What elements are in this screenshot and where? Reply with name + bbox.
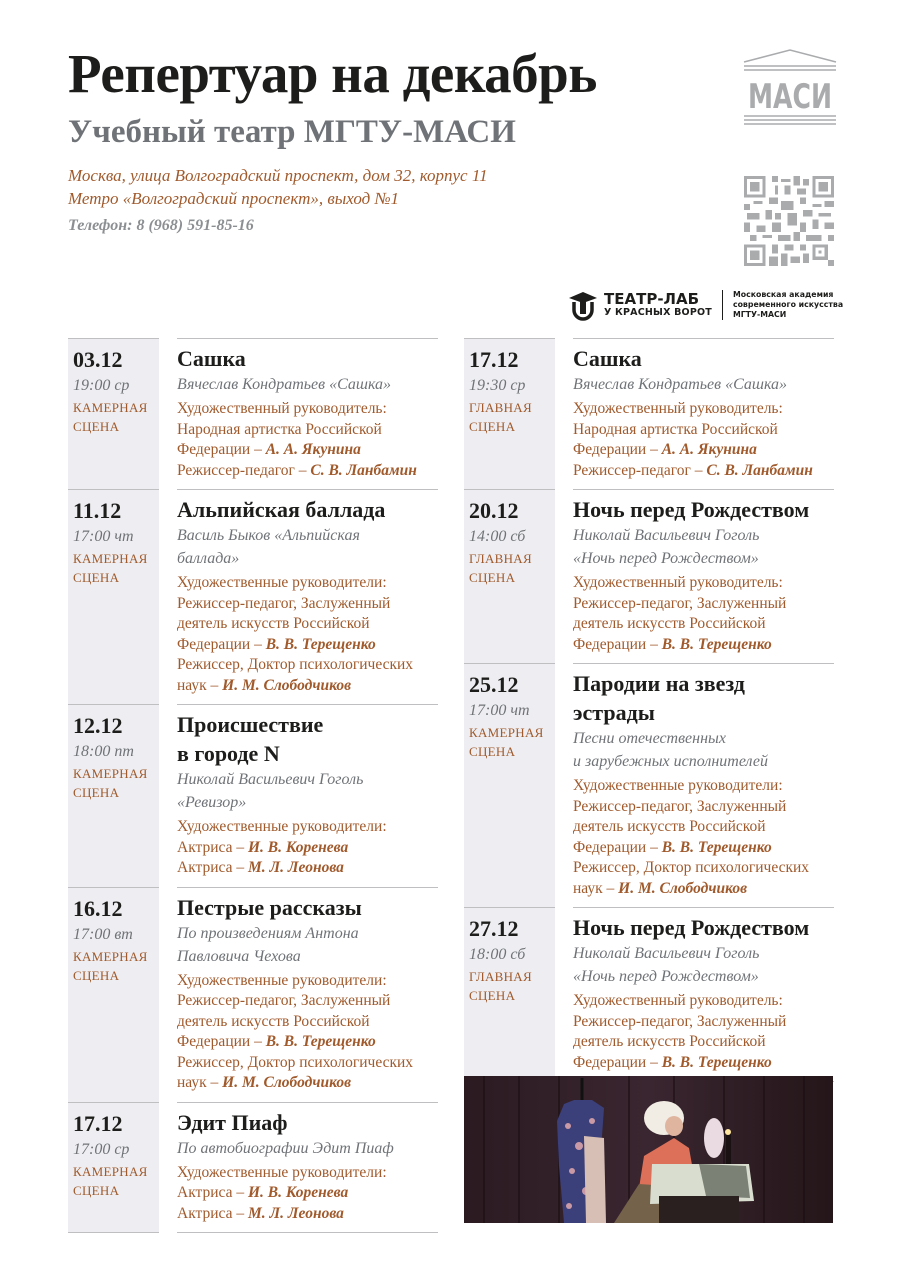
masi-logo-text: МАСИ — [748, 77, 832, 117]
credit-person: М. Л. Леонова — [247, 1204, 344, 1222]
event-item — [464, 489, 834, 663]
event-source: По произведениям Антона — [177, 924, 359, 942]
credit-line — [177, 440, 438, 461]
credit-role: Режиссер-педагог, Заслуженный — [177, 992, 391, 1009]
credit-role: Режиссер-педагог, Заслуженный — [573, 1012, 787, 1030]
credit-role: Художественные руководители: — [573, 777, 783, 794]
credit-line — [573, 838, 834, 859]
credit-line — [177, 971, 438, 992]
credit-role: Режиссер-педагог – — [573, 461, 707, 479]
credit-line — [573, 797, 834, 818]
credit-role: Художественные руководители: — [177, 1163, 387, 1181]
credit-role: Режиссер, Доктор психологических — [573, 859, 810, 876]
event-credits — [573, 573, 834, 655]
credit-role: Режиссер-педагог – — [177, 461, 311, 479]
event-date-panel — [464, 489, 555, 663]
partner-divider — [722, 290, 723, 320]
partner-logo — [568, 287, 843, 323]
event-source: Николай Васильевич Гоголь — [573, 945, 760, 962]
credit-line — [573, 399, 834, 420]
event-credits — [573, 399, 834, 481]
event-title: в городе N — [177, 741, 280, 766]
event-date-panel — [68, 887, 159, 1102]
event-date: 12.12 — [73, 713, 123, 738]
credit-line — [177, 676, 438, 697]
credit-line — [177, 1012, 438, 1033]
credit-role: Народная артистка Российской — [573, 420, 778, 438]
credit-line — [177, 1163, 438, 1184]
credit-line — [177, 573, 438, 594]
credit-role: Федерации – — [177, 1033, 266, 1050]
event-date: 11.12 — [73, 498, 122, 523]
address-line: Москва, улица Волгоградский проспект, дом 32, корпус 11 — [68, 166, 488, 185]
event-source: Песни отечественных — [573, 730, 726, 747]
graduation-cap-icon — [568, 290, 598, 320]
event-source: «Ночь перед Рождеством» — [573, 550, 759, 567]
event-source: «Ночь перед Рождеством» — [573, 968, 759, 985]
event-info — [177, 704, 438, 887]
event-stage: КАМЕРНАЯ — [469, 725, 544, 740]
event-source: Василь Быков «Альпийская — [177, 527, 360, 544]
event-stage: СЦЕНА — [73, 570, 120, 585]
event-time: 17:00 вт — [73, 925, 133, 943]
event-date-panel — [68, 704, 159, 887]
event-date-panel — [464, 338, 555, 489]
credit-person: В. В. Терещенко — [661, 1053, 772, 1071]
event-title: Сашка — [573, 346, 642, 371]
event-title: Ночь перед Рождеством — [573, 915, 810, 940]
credit-role: деятель искусств Российской — [573, 1033, 766, 1050]
credit-line — [573, 879, 834, 900]
credit-line — [573, 817, 834, 838]
credit-line — [573, 776, 834, 797]
event-item — [68, 704, 438, 887]
partner-org-line: МГТУ-МАСИ — [732, 310, 787, 319]
stage-photo — [464, 1076, 833, 1223]
credit-role: Федерации – — [177, 635, 266, 653]
event-item — [68, 489, 438, 704]
event-date-panel — [464, 663, 555, 907]
credit-line — [177, 614, 438, 635]
event-credits — [177, 573, 438, 696]
credit-role: Федерации – — [573, 635, 662, 653]
credit-role: наук – — [177, 676, 223, 694]
event-date: 16.12 — [73, 895, 123, 921]
event-info — [573, 489, 834, 663]
credit-line — [573, 635, 834, 656]
credit-role: Художественный руководитель: — [573, 400, 783, 417]
event-credits — [573, 776, 834, 899]
event-date: 27.12 — [469, 916, 519, 941]
credit-person: А. А. Якунина — [265, 441, 361, 458]
event-time: 18:00 пт — [73, 743, 134, 760]
partner-name: ТЕАТР-ЛАБ — [604, 290, 700, 308]
credit-line — [573, 594, 834, 615]
schedule-right-column — [464, 338, 834, 1082]
event-title: Пестрые рассказы — [177, 894, 362, 920]
event-credits — [177, 817, 438, 879]
credit-role: Художественные руководители: — [177, 971, 387, 989]
credit-line — [177, 461, 438, 482]
credit-role: Режиссер-педагог, Заслуженный — [573, 797, 787, 815]
event-info — [177, 338, 438, 489]
event-source: Вячеслав Кондратьев «Сашка» — [573, 376, 788, 393]
credit-line — [177, 858, 438, 879]
event-stage: ГЛАВНАЯ — [469, 551, 532, 566]
credit-role: Актриса – — [177, 859, 248, 876]
event-source: Вячеслав Кондратьев «Сашка» — [177, 376, 392, 393]
credit-line — [177, 1032, 438, 1053]
event-stage: КАМЕРНАЯ — [73, 1163, 148, 1179]
credit-line — [177, 817, 438, 838]
credit-line — [177, 1053, 438, 1074]
credit-person: В. В. Терещенко — [265, 635, 376, 653]
partner-org-line: современного искусства — [732, 300, 844, 309]
credit-role: Художественные руководители: — [177, 574, 387, 591]
page-title: Репертуар на декабрь — [68, 43, 597, 104]
credit-line — [573, 614, 834, 635]
credit-role: Режиссер-педагог, Заслуженный — [573, 594, 787, 612]
credit-role: Федерации – — [573, 838, 662, 856]
credit-line — [177, 594, 438, 615]
event-info — [177, 887, 438, 1102]
credit-line — [177, 991, 438, 1012]
event-date: 17.12 — [73, 1110, 123, 1136]
event-source: Павловича Чехова — [177, 947, 301, 965]
credit-person: И. В. Коренева — [247, 1184, 349, 1201]
event-info — [573, 338, 834, 489]
event-info — [573, 907, 834, 1082]
credit-line — [573, 1012, 834, 1033]
event-item — [68, 338, 438, 489]
event-stage: ГЛАВНАЯ — [469, 969, 532, 984]
credit-role: Художественные руководители: — [177, 818, 387, 835]
event-date-panel — [68, 489, 159, 704]
credit-line — [573, 1032, 834, 1053]
event-item — [464, 907, 834, 1082]
credit-person: М. Л. Леонова — [247, 859, 344, 876]
event-credits — [177, 399, 438, 481]
event-item — [464, 338, 834, 489]
credit-person: И. М. Слободчиков — [222, 676, 352, 694]
event-date: 03.12 — [73, 347, 123, 372]
credit-role: деятель искусств Российской — [573, 818, 766, 835]
event-title: эстрады — [573, 700, 655, 725]
event-title: Происшествие — [177, 712, 324, 737]
credit-role: Режиссер, Доктор психологических — [177, 656, 414, 673]
credit-line — [177, 655, 438, 676]
credit-line — [177, 399, 438, 420]
credit-role: наук – — [573, 879, 619, 897]
event-source: Николай Васильевич Гоголь — [573, 527, 760, 544]
event-time: 19:30 ср — [469, 377, 526, 394]
credit-line — [573, 573, 834, 594]
credit-role: Художественный руководитель: — [177, 400, 387, 417]
credit-person: В. В. Терещенко — [265, 1033, 376, 1050]
event-credits — [177, 971, 438, 1094]
credit-person: А. А. Якунина — [661, 441, 757, 458]
event-item — [464, 663, 834, 907]
event-item — [68, 887, 438, 1102]
credit-role: Актриса – — [177, 838, 248, 856]
credit-line — [573, 420, 834, 441]
event-date: 17.12 — [469, 347, 519, 372]
event-title: Сашка — [177, 346, 246, 371]
event-stage: СЦЕНА — [73, 785, 120, 800]
event-date-panel — [464, 907, 555, 1082]
qr-code-icon[interactable] — [744, 176, 834, 266]
event-title: Ночь перед Рождеством — [573, 497, 810, 522]
credit-role: Актриса – — [177, 1204, 248, 1222]
event-title: Пародии на звезд — [573, 671, 745, 696]
event-info — [573, 663, 834, 907]
event-stage: СЦЕНА — [73, 419, 120, 434]
credit-role: Народная артистка Российской — [177, 420, 382, 438]
credit-person: В. В. Терещенко — [661, 838, 772, 856]
credit-role: деятель искусств Российской — [177, 615, 370, 632]
credit-role: Федерации – — [573, 1053, 662, 1071]
credit-role: Художественный руководитель: — [573, 992, 783, 1009]
event-time: 18:00 сб — [469, 946, 526, 963]
credit-line — [573, 461, 834, 482]
event-credits — [573, 991, 834, 1073]
event-source: баллада» — [177, 550, 240, 567]
event-time: 17:00 чт — [73, 528, 134, 545]
event-date-panel — [68, 338, 159, 489]
credit-line — [573, 858, 834, 879]
credit-role: наук – — [177, 1074, 223, 1091]
event-date: 25.12 — [469, 672, 519, 697]
event-stage: СЦЕНА — [469, 744, 516, 759]
masi-logo-icon — [742, 48, 838, 130]
event-stage: КАМЕРНАЯ — [73, 551, 148, 566]
credit-line — [573, 440, 834, 461]
event-stage: СЦЕНА — [73, 1182, 120, 1198]
theatre-subtitle: Учебный театр МГТУ-МАСИ — [68, 114, 516, 150]
credit-line — [573, 991, 834, 1012]
event-stage: КАМЕРНАЯ — [73, 766, 148, 781]
credit-role: Режиссер, Доктор психологических — [177, 1053, 414, 1071]
event-stage: ГЛАВНАЯ — [469, 400, 532, 415]
credit-person: И. В. Коренева — [247, 838, 349, 856]
event-source: По автобиографии Эдит Пиаф — [177, 1139, 394, 1157]
credit-role: Федерации – — [573, 441, 662, 458]
event-item — [68, 1102, 438, 1234]
credit-line — [177, 838, 438, 859]
partner-subname: У КРАСНЫХ ВОРОТ — [604, 307, 712, 318]
credit-role: Режиссер-педагог, Заслуженный — [177, 594, 391, 612]
event-credits — [177, 1163, 438, 1225]
event-stage: СЦЕНА — [73, 967, 120, 983]
partner-org-line: Московская академия — [732, 290, 834, 299]
event-time: 19:00 ср — [73, 377, 130, 394]
event-source: и зарубежных исполнителей — [573, 753, 768, 770]
credit-role: Актриса – — [177, 1184, 248, 1201]
credit-line — [177, 635, 438, 656]
credit-person: И. М. Слободчиков — [222, 1074, 352, 1091]
event-time: 14:00 сб — [469, 528, 526, 545]
phone-number[interactable]: Телефон: 8 (968) 591-85-16 — [68, 217, 254, 234]
credit-role: деятель искусств Российской — [177, 1012, 370, 1030]
event-info — [177, 489, 438, 704]
event-stage: СЦЕНА — [469, 570, 516, 585]
event-source: «Ревизор» — [177, 794, 247, 811]
credit-person: И. М. Слободчиков — [618, 879, 748, 897]
credit-person: С. В. Ланбамин — [310, 461, 417, 479]
credit-role: деятель искусств Российской — [573, 615, 766, 632]
event-stage: СЦЕНА — [469, 419, 516, 434]
event-stage: СЦЕНА — [469, 988, 516, 1003]
metro-line: Метро «Волгоградский проспект», выход №1 — [68, 189, 400, 208]
credit-person: В. В. Терещенко — [661, 635, 772, 653]
event-info — [177, 1102, 438, 1234]
event-time: 17:00 ср — [73, 1140, 130, 1158]
credit-line — [177, 420, 438, 441]
credit-role: Федерации – — [177, 441, 266, 458]
credit-line — [177, 1183, 438, 1204]
event-source: Николай Васильевич Гоголь — [177, 771, 364, 788]
event-date: 20.12 — [469, 498, 519, 523]
credit-line — [573, 1053, 834, 1074]
event-stage: КАМЕРНАЯ — [73, 400, 148, 415]
credit-person: С. В. Ланбамин — [706, 461, 813, 479]
event-title: Альпийская баллада — [177, 497, 386, 522]
event-title: Эдит Пиаф — [177, 1109, 288, 1135]
schedule-left-column — [68, 338, 438, 1233]
credit-line — [177, 1204, 438, 1225]
event-time: 17:00 чт — [469, 702, 530, 719]
credit-line — [177, 1073, 438, 1094]
event-stage: КАМЕРНАЯ — [73, 948, 148, 964]
credit-role: Художественный руководитель: — [573, 574, 783, 591]
event-date-panel — [68, 1102, 159, 1234]
